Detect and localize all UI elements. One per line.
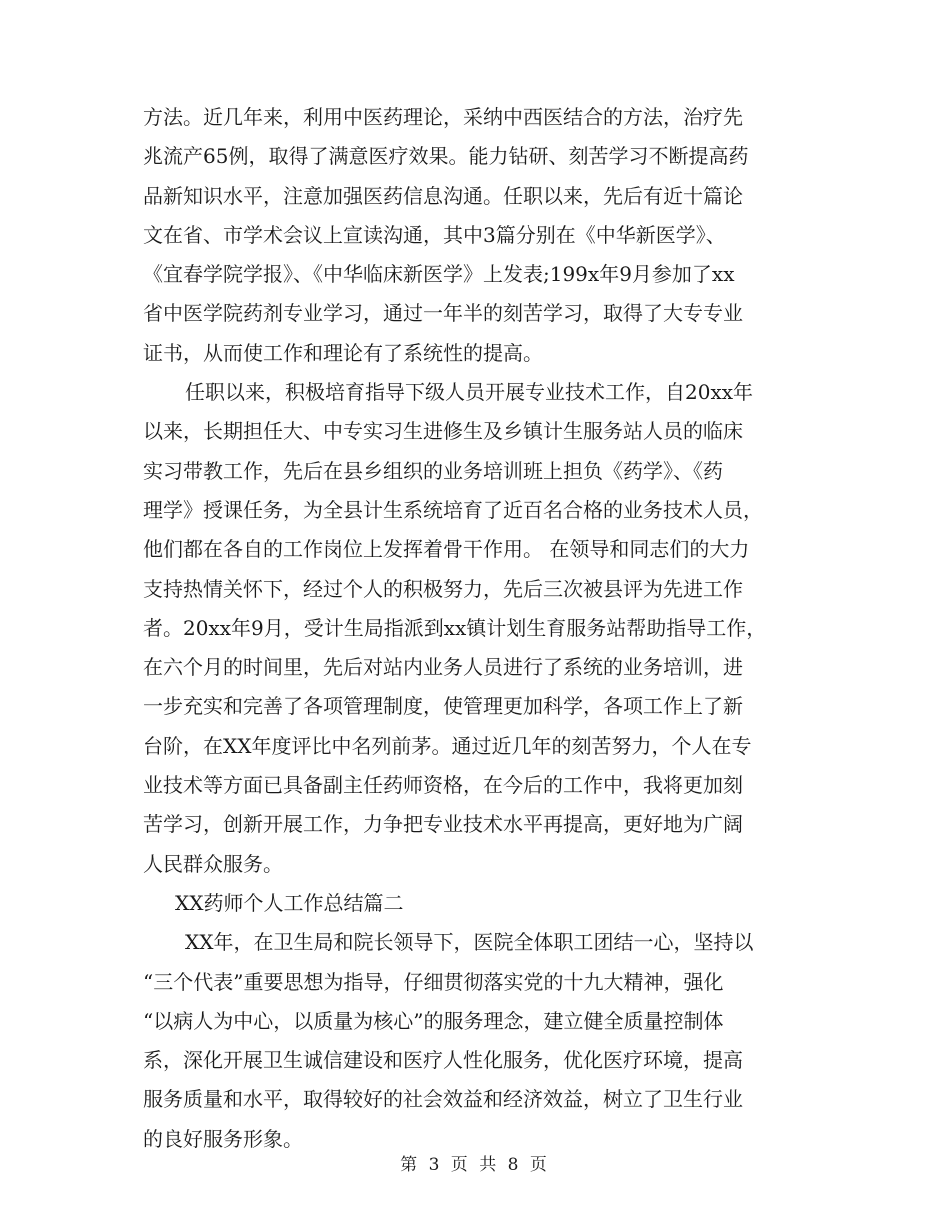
section-heading: XX药师个人工作总结篇二 (175, 890, 404, 915)
text-line: 人民群众服务。 (143, 851, 283, 876)
text-line: 省中医学院药剂专业学习，通过一年半的刻苦学习，取得了大专专业 (143, 301, 743, 326)
text-line: 任职以来，积极培育指导下级人员开展专业技术工作，自20xx年 (185, 380, 754, 405)
text-line: 系，深化开展卫生诚信建设和医疗人性化服务，优化医疗环境，提高 (143, 1048, 743, 1073)
text-line: 实习带教工作，先后在县乡组织的业务培训班上担负《药学》、《药 (143, 458, 723, 483)
text-line: 证书，从而使工作和理论有了系统性的提高。 (143, 340, 543, 365)
text-line: 支持热情关怀下，经过个人的积极努力，先后三次被县评为先进工作 (143, 576, 743, 601)
text-line: “以病人为中心，以质量为核心”的服务理念，建立健全质量控制体 (143, 1008, 724, 1033)
text-line: “三个代表”重要思想为指导，仔细贯彻落实党的十九大精神，强化 (143, 969, 724, 994)
page-number-footer: 第 3 页 共 8 页 (400, 1155, 550, 1175)
text-line: 一步充实和完善了各项管理制度，使管理更加科学，各项工作上了新 (143, 694, 743, 719)
text-line: 者。20xx年9月，受计生局指派到xx镇计划生育服务站帮助指导工作， (143, 615, 767, 640)
text-line: 《宜春学院学报》、《中华临床新医学》上发表;199x年9月参加了xx (143, 262, 735, 287)
text-line: 苦学习，创新开展工作，力争把专业技术水平再提高，更好地为广阔 (143, 812, 743, 837)
text-line: 台阶，在XX年度评比中名列前茅。通过近几年的刻苦努力，个人在专 (143, 733, 752, 758)
text-line: 兆流产65例，取得了满意医疗效果。能力钻研、刻苦学习不断提高药 (143, 144, 749, 169)
text-line: 品新知识水平，注意加强医药信息沟通。任职以来，先后有近十篇论 (143, 183, 743, 208)
document-body (143, 98, 823, 1159)
text-line: 方法。近几年来，利用中医药理论，采纳中西医结合的方法，治疗先 (143, 105, 743, 129)
text-line: 他们都在各自的工作岗位上发挥着骨干作用。 在领导和同志们的大力 (143, 537, 750, 562)
text-line: 理学》授课任务，为全县计生系统培育了近百名合格的业务技术人员， (143, 497, 763, 522)
text-line: 的良好服务形象。 (143, 1126, 303, 1151)
text-line: 文在省、市学术会议上宣读沟通，其中3篇分别在《中华新医学》、 (143, 222, 726, 247)
text-line: 在六个月的时间里，先后对站内业务人员进行了系统的业务培训，进 (143, 655, 743, 680)
text-line: 业技术等方面已具备副主任药师资格，在今后的工作中，我将更加刻 (143, 773, 743, 798)
text-line: 以来，长期担任大、中专实习生进修生及乡镇计生服务站人员的临床 (143, 419, 743, 444)
text-line: 服务质量和水平，取得较好的社会效益和经济效益，树立了卫生行业 (143, 1087, 743, 1112)
text-line: XX年，在卫生局和院长领导下，医院全体职工团结一心，坚持以 (185, 930, 754, 955)
